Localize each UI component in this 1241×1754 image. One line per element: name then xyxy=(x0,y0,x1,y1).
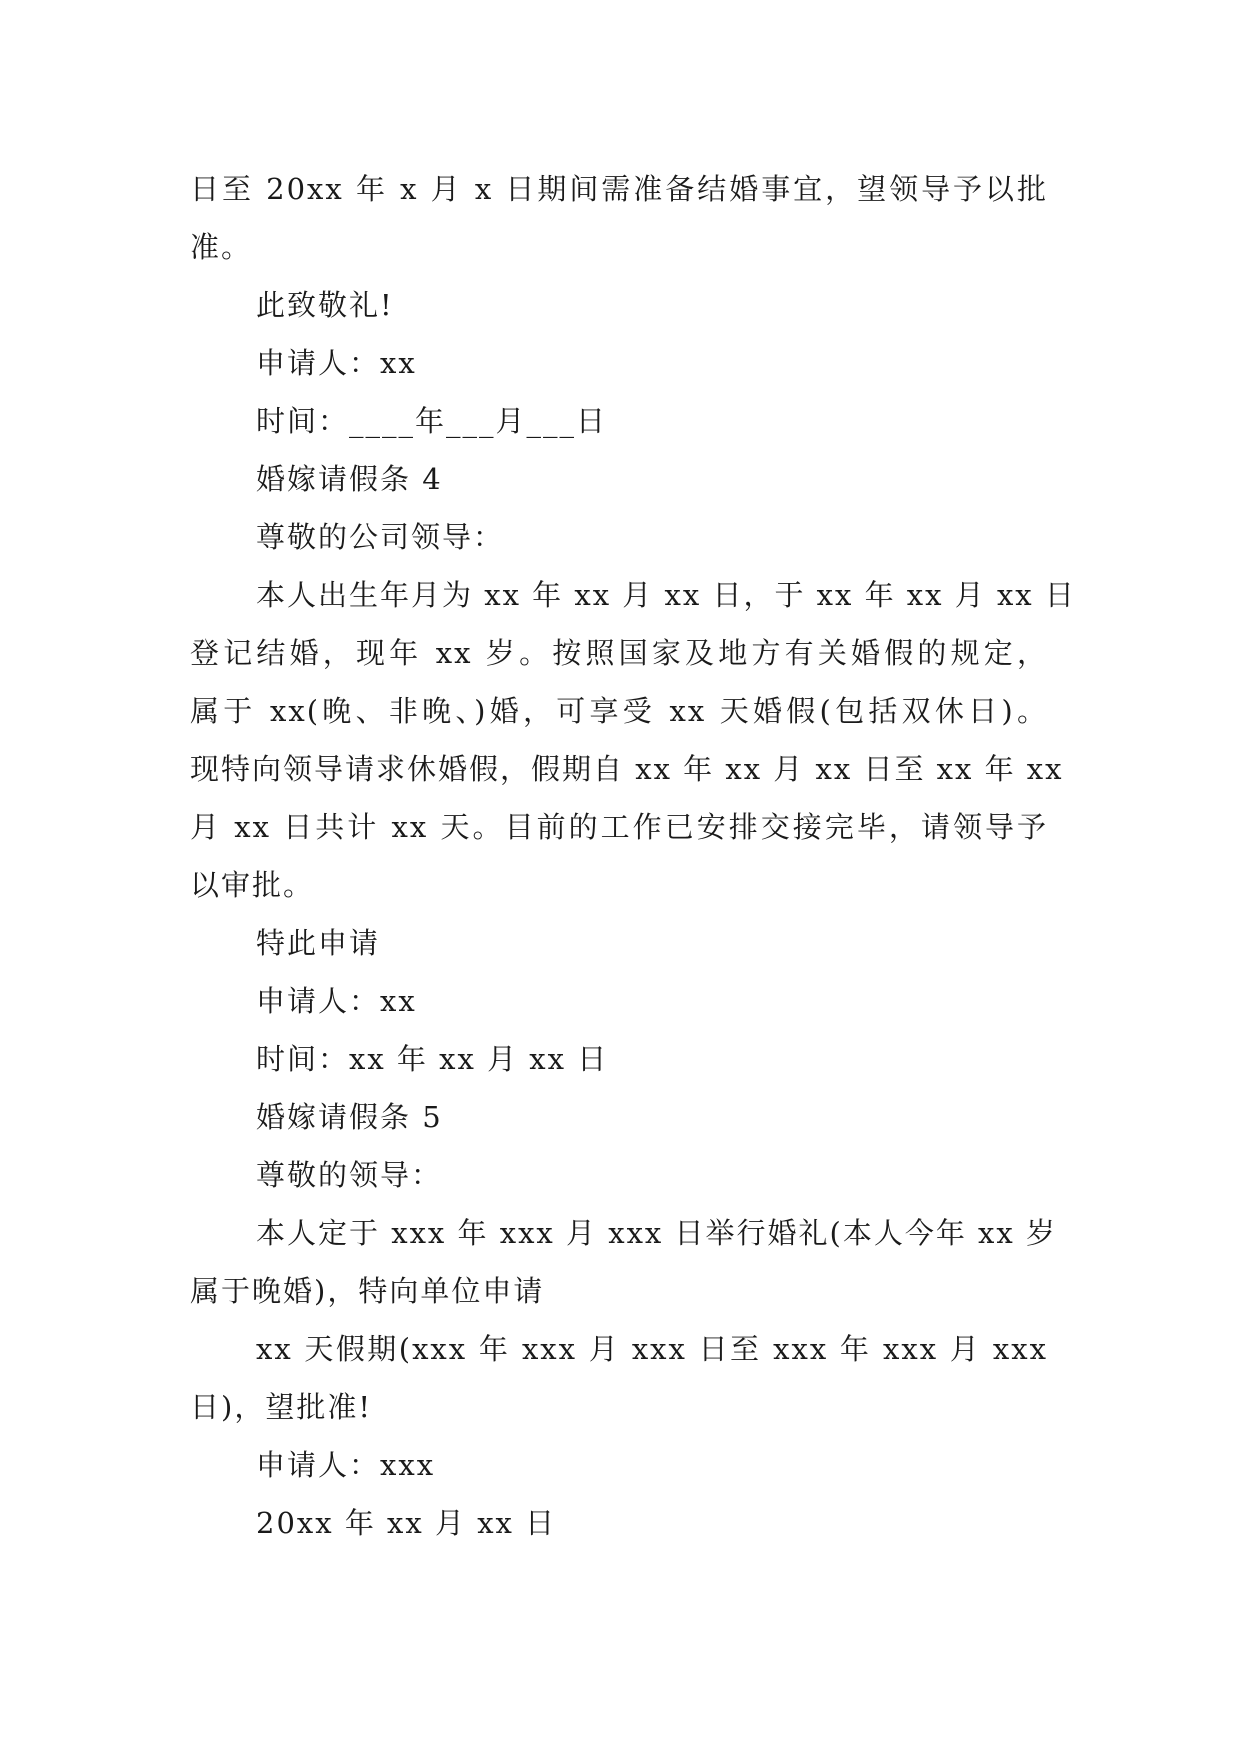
paragraph-line: 日)，望批准! xyxy=(190,1390,372,1424)
section-title: 婚嫁请假条 4 xyxy=(256,462,443,496)
paragraph-line: 日至 20xx 年 x 月 x 日期间需准备结婚事宜，望领导予以批 xyxy=(190,172,1048,206)
document-body xyxy=(190,160,1076,1552)
paragraph-line: 属于 xx(晚、非晚、)婚，可享受 xx 天婚假(包括双休日)。 xyxy=(190,694,1048,728)
closing-phrase: 特此申请 xyxy=(256,926,381,960)
applicant-line: 申请人：xx xyxy=(256,346,417,380)
paragraph-line: 准。 xyxy=(190,230,253,264)
paragraph-line: 本人出生年月为 xx 年 xx 月 xx 日，于 xx 年 xx 月 xx 日 xyxy=(256,578,1076,612)
date-line: 时间：xx 年 xx 月 xx 日 xyxy=(256,1042,609,1076)
date-line: 时间：____年___月___日 xyxy=(256,404,608,438)
paragraph-line: 本人定于 xxx 年 xxx 月 xxx 日举行婚礼(本人今年 xx 岁 xyxy=(256,1216,1057,1250)
applicant-line: 申请人：xx xyxy=(256,984,417,1018)
greeting: 尊敬的领导： xyxy=(256,1158,443,1192)
paragraph-line: 登记结婚，现年 xx 岁。按照国家及地方有关婚假的规定， xyxy=(190,636,1048,670)
closing-salutation: 此致敬礼! xyxy=(256,288,394,322)
date-line: 20xx 年 xx 月 xx 日 xyxy=(256,1506,557,1540)
paragraph-line: xx 天假期(xxx 年 xxx 月 xxx 日至 xxx 年 xxx 月 xxx xyxy=(256,1332,1048,1366)
paragraph-line: 现特向领导请求休婚假，假期自 xx 年 xx 月 xx 日至 xx 年 xx xyxy=(190,752,1064,786)
section-title: 婚嫁请假条 5 xyxy=(256,1100,443,1134)
paragraph-line: 月 xx 日共计 xx 天。目前的工作已安排交接完毕，请领导予 xyxy=(190,810,1048,844)
applicant-line: 申请人：xxx xyxy=(256,1448,436,1482)
paragraph-line: 以审批。 xyxy=(190,868,315,902)
greeting: 尊敬的公司领导： xyxy=(256,520,505,554)
paragraph-line: 属于晚婚)，特向单位申请 xyxy=(190,1274,545,1308)
